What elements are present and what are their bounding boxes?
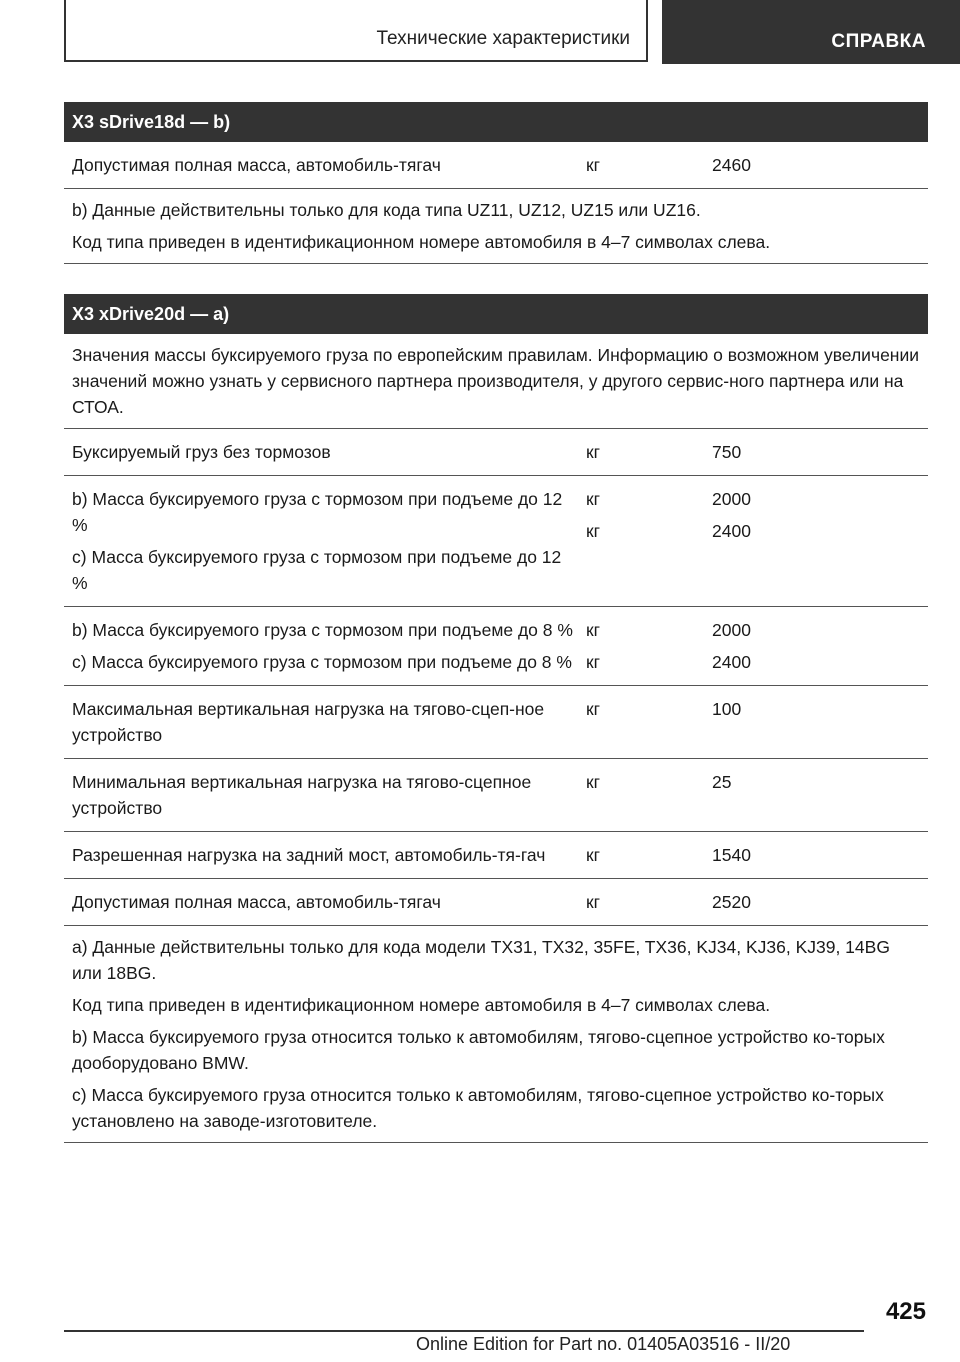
row-value: 2400	[712, 521, 751, 541]
row-label: Буксируемый груз без тормозов	[72, 442, 331, 462]
intro-text: Значения массы буксируемого груза по европейским правилам. Информацию о возможном увеличении значений можно узнать у сервисного партнера производителя, у другого сервис-ного партнера или на СТОА.	[72, 345, 920, 417]
row-value: 2000	[712, 489, 751, 509]
row-label: c) Масса буксируемого груза с тормозом при подъеме до 8 %	[72, 652, 572, 672]
page-number: 425	[885, 1298, 926, 1325]
row-unit: кг	[586, 521, 601, 541]
header-chapter-title: СПРАВКА	[831, 31, 926, 52]
footnote: a) Данные действительны только для кода модели TX31, TX32, 35FE, TX36, KJ34, KJ36, KJ39, 14BG или 18BG.	[72, 937, 890, 983]
row-label: Минимальная вертикальная нагрузка на тягово-сцепное устройство	[72, 772, 532, 818]
row-unit: кг	[586, 892, 601, 912]
header-section-title: Технические характеристики	[376, 28, 630, 49]
row-value: 25	[712, 772, 732, 792]
row-value: 750	[712, 442, 742, 462]
table-row	[64, 879, 928, 926]
row-value: 2000	[712, 620, 751, 640]
row-unit: кг	[586, 620, 601, 640]
row-label: Допустимая полная масса, автомобиль-тягач	[72, 155, 441, 175]
table-row	[64, 429, 928, 476]
row-unit: кг	[586, 489, 601, 509]
row-label: b) Масса буксируемого груза с тормозом при подъеме до 12 %	[72, 489, 563, 535]
row-unit: кг	[586, 652, 601, 672]
table-row	[64, 686, 928, 759]
row-value: 100	[712, 699, 742, 719]
footnote: b) Данные действительны только для кода типа UZ11, UZ12, UZ15 или UZ16.	[72, 200, 701, 220]
spec-content	[64, 102, 928, 1143]
footer-divider	[64, 1330, 864, 1332]
row-unit: кг	[586, 772, 601, 792]
row-label: Допустимая полная масса, автомобиль-тягач	[72, 892, 441, 912]
section-title: X3 xDrive20d — a)	[64, 294, 928, 334]
row-unit: кг	[586, 845, 601, 865]
row-value: 2520	[712, 892, 751, 912]
row-unit: кг	[586, 155, 601, 175]
section-intro	[64, 334, 928, 429]
table-row	[64, 832, 928, 879]
table-row	[64, 759, 928, 832]
section-title: X3 sDrive18d — b)	[64, 102, 928, 142]
footnotes	[64, 189, 928, 264]
footnote: c) Масса буксируемого груза относится только к автомобилям, тягово-сцепное устройство ко-торых установлено на заводе-изготовителе.	[72, 1085, 884, 1131]
edition-note: Online Edition for Part no. 01405A03516 - II/20	[416, 1334, 791, 1354]
table-row	[64, 142, 928, 189]
table-row	[64, 607, 928, 686]
header-chapter-tab	[662, 0, 960, 64]
row-value: 2400	[712, 652, 751, 672]
row-unit: кг	[586, 442, 601, 462]
row-value: 1540	[712, 845, 751, 865]
row-label: Максимальная вертикальная нагрузка на тягово-сцеп-ное устройство	[72, 699, 545, 745]
footnote: Код типа приведен в идентификационном номере автомобиля в 4–7 символах слева.	[72, 232, 771, 252]
footnote: Код типа приведен в идентификационном номере автомобиля в 4–7 символах слева.	[72, 995, 771, 1015]
row-label: Разрешенная нагрузка на задний мост, автомобиль-тя-гач	[72, 845, 546, 865]
row-unit: кг	[586, 699, 601, 719]
header-section-tab	[64, 0, 648, 62]
footnote: b) Масса буксируемого груза относится только к автомобилям, тягово-сцепное устройство ко-торых дооборудовано BMW.	[72, 1027, 885, 1073]
footnotes	[64, 926, 928, 1143]
table-row	[64, 476, 928, 607]
row-label: b) Масса буксируемого груза с тормозом при подъеме до 8 %	[72, 620, 573, 640]
row-label: c) Масса буксируемого груза с тормозом при подъеме до 12 %	[72, 547, 562, 593]
row-value: 2460	[712, 155, 751, 175]
